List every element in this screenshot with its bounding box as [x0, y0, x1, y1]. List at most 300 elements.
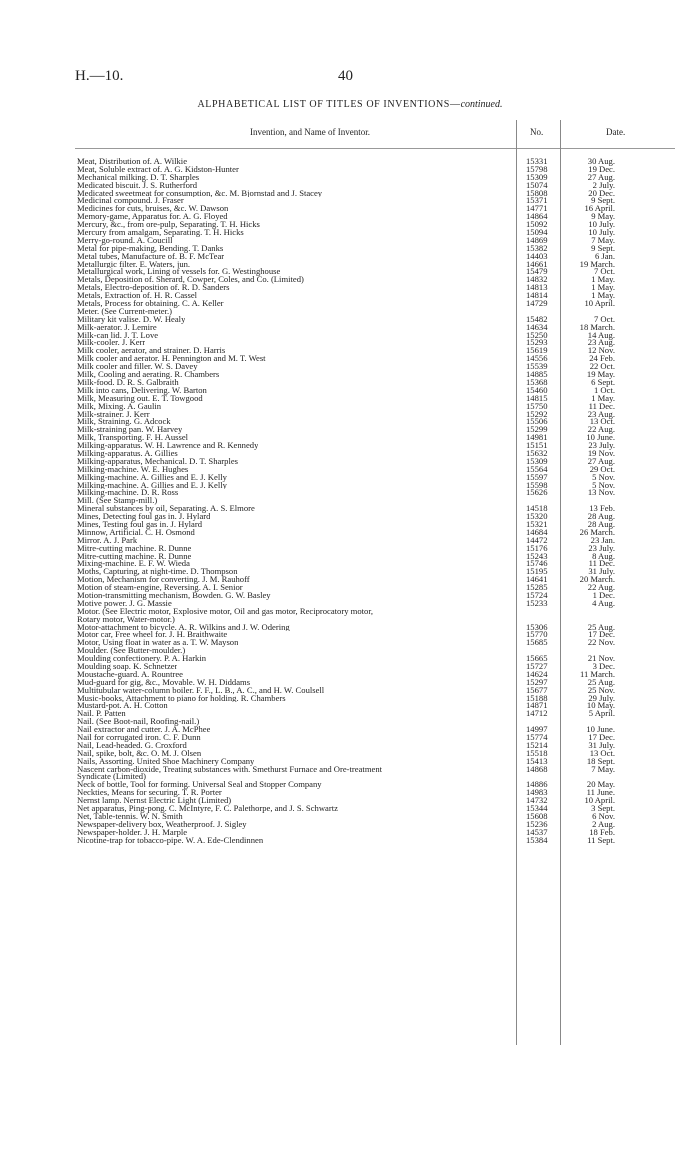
invention-number: 15309	[526, 455, 548, 466]
invention-number: 14537	[526, 826, 548, 837]
invention-date: 10 May.	[586, 700, 615, 711]
invention-title: Nail, spike, bolt, &c. O. M. J. Olsen	[77, 749, 202, 758]
list-item	[77, 213, 677, 221]
invention-number: 14813	[526, 282, 548, 293]
invention-date: 10 July.	[588, 219, 615, 230]
invention-title: Mud-guard for gig, &c., Movable. W. H. Diddams	[77, 678, 251, 687]
invention-title: Newspaper-holder. J. H. Marple	[77, 828, 188, 837]
invention-date: 24 Feb.	[589, 353, 615, 364]
invention-title: Motor car, Free wheel for. J. H. Braithwaite	[77, 631, 228, 640]
column-header-no: No.	[530, 127, 544, 137]
invention-number: 14712	[526, 708, 548, 719]
invention-title: Milk, Straining. G. Adcock	[77, 418, 171, 427]
invention-title: Metals, Electro-deposition of. R. D. Sanders	[77, 284, 230, 293]
invention-number: 14641	[526, 574, 548, 585]
invention-number: 15518	[526, 747, 548, 758]
invention-number: 15685	[526, 637, 548, 648]
invention-number: 15092	[526, 219, 548, 230]
list-item	[77, 234, 677, 245]
invention-date: 10 April.	[584, 298, 615, 309]
invention-title: Nail. P. Patten	[77, 710, 126, 719]
invention-title: Milking-apparatus. A. Gillies	[77, 449, 178, 458]
invention-date: 23 July.	[588, 542, 615, 553]
invention-number: 14732	[526, 795, 548, 806]
invention-date: 11 Sept.	[587, 834, 615, 845]
list-item	[77, 560, 677, 568]
invention-date: 17 Dec.	[588, 732, 615, 743]
list-item	[77, 276, 677, 284]
invention-title: Moths, Capturing, at night-time. D. Thompson	[77, 568, 238, 577]
list-item	[77, 355, 677, 363]
invention-date: 18 Feb.	[589, 826, 615, 837]
invention-number: 15250	[526, 329, 548, 340]
invention-date: 5 Nov.	[592, 479, 615, 490]
invention-number: 15608	[526, 810, 548, 821]
invention-number: 15321	[526, 518, 548, 529]
invention-number: 14814	[526, 290, 548, 301]
invention-number: 14997	[526, 724, 548, 735]
invention-title: Milking-machine. A. Gillies and E. J. Kelly	[77, 481, 227, 490]
invention-date: 1 May.	[591, 274, 615, 285]
invention-title: Motive power. J. G. Massie	[77, 599, 172, 608]
list-item	[77, 763, 677, 774]
list-item	[77, 647, 677, 655]
invention-title: Mustard-pot. A. H. Cotton	[77, 702, 168, 711]
invention-number: 15808	[526, 187, 548, 198]
invention-number: 15727	[526, 661, 548, 671]
list-item	[77, 221, 677, 229]
invention-number: 14864	[526, 211, 548, 222]
invention-title: Nails, Assorting. United Shoe Machinery Company	[77, 757, 255, 766]
invention-number: 15299	[526, 424, 548, 435]
invention-number: 15482	[526, 313, 548, 324]
invention-title: Music-books, Attachment to piano for holding. R. Chambers	[77, 694, 286, 703]
invention-title: Mines, Detecting foul gas in. J. Hylard	[77, 513, 211, 521]
list-item	[77, 526, 677, 537]
invention-date: 10 July.	[588, 227, 615, 238]
invention-title: Moustache-guard. A. Rountree	[77, 670, 183, 679]
list-item	[77, 810, 677, 821]
invention-number: 14886	[526, 779, 548, 790]
invention-number: 15798	[526, 163, 548, 174]
invention-title: Minnow, Artificial. C. H. Osmond	[77, 528, 195, 537]
invention-date: 23 Aug.	[587, 337, 615, 348]
invention-number: 14518	[526, 503, 548, 514]
list-item	[77, 668, 677, 679]
invention-title: Nail, Lead-headed. G. Croxford	[77, 741, 187, 750]
list-item	[77, 205, 677, 213]
invention-date: 10 June.	[586, 724, 615, 735]
invention-number: 14868	[526, 763, 548, 774]
list-item	[77, 489, 677, 497]
invention-title: Milking-apparatus. W. H. Lawrence and R. Kennedy	[77, 442, 259, 450]
list-item	[77, 479, 677, 490]
list-item	[77, 308, 677, 316]
invention-number: 15188	[526, 692, 548, 703]
invention-title: Military kit valise. D. W. Healy	[77, 315, 186, 324]
invention-title: Milk-cooler. J. Kerr	[77, 339, 146, 348]
invention-date: 6 Jan.	[594, 250, 615, 261]
invention-number: 15151	[526, 440, 548, 451]
invention-date: 21 Nov.	[587, 653, 615, 664]
invention-date: 31 July.	[588, 739, 615, 750]
invention-date: 7 May.	[591, 763, 615, 774]
list-item	[77, 321, 677, 332]
invention-number: 15384	[526, 834, 548, 845]
column-header-date: Date.	[606, 127, 626, 137]
invention-number: 14981	[526, 432, 548, 443]
invention-date: 9 Sept.	[591, 242, 615, 253]
invention-number: 15724	[526, 589, 548, 600]
invention-date: 23 Aug.	[587, 408, 615, 419]
invention-date: 1 Dec.	[592, 589, 615, 600]
invention-date: 28 Aug.	[587, 511, 615, 522]
invention-title: Milk-food. D. R. S. Galbraith	[77, 378, 179, 387]
invention-title: Motion of steam-engine, Reversing. A. I. Senior	[77, 584, 243, 592]
invention-date: 6 Nov.	[592, 810, 615, 821]
invention-date: 13 Nov.	[587, 487, 615, 498]
invention-number: 14871	[526, 700, 548, 711]
invention-title: Meter. (See Current-meter.)	[77, 307, 172, 316]
list-item	[77, 447, 677, 458]
list-item	[77, 442, 677, 450]
list-item	[77, 284, 677, 292]
invention-title: Medicated sweetmeat for consumption, &c. M. Bjornstad and J. Stacey	[77, 189, 323, 198]
invention-title: Mill. (See Stamp-mill.)	[77, 497, 158, 506]
page-number: 40	[338, 68, 353, 84]
list-item	[77, 684, 677, 695]
list-item	[77, 576, 677, 584]
list-item	[77, 471, 677, 482]
invention-date: 18 March.	[579, 321, 615, 332]
list-item	[77, 513, 677, 521]
invention-title: Milk, Mixing. A. Gaulin	[77, 402, 162, 411]
invention-title: Metals, Deposition of. Sherard, Cowper, Coles, and Co. (Limited)	[77, 276, 304, 285]
invention-title: Mercury, &c., from ore-pulp, Separating. T. H. Hicks	[77, 221, 260, 230]
invention-date: 22 Nov.	[587, 637, 615, 648]
list-item	[77, 384, 677, 395]
invention-title: Memory-game, Apparatus for. A. G. Floyed	[77, 213, 228, 222]
invention-number: 15243	[526, 550, 548, 561]
invention-date: 22 Oct.	[589, 361, 615, 372]
list-item	[77, 805, 677, 813]
invention-title: Motor, Using float in water as a. T. W. Mayson	[77, 639, 239, 648]
list-item	[77, 534, 677, 545]
invention-title: Moulder. (See Butter-moulder.)	[77, 647, 186, 656]
invention-date: 7 Oct.	[593, 266, 615, 277]
invention-date: 27 Aug.	[587, 455, 615, 466]
invention-title: Metallurgic filter. E. Waters, jun.	[77, 260, 191, 269]
invention-date: 22 Aug.	[587, 424, 615, 435]
list-item	[77, 268, 677, 276]
invention-date: 29 July.	[588, 692, 615, 703]
invention-number: 14771	[526, 203, 548, 214]
list-item	[77, 347, 677, 355]
invention-date: 31 July.	[588, 566, 615, 577]
list-item	[77, 655, 677, 663]
list-item	[77, 400, 677, 411]
invention-title: Milking-machine. D. R. Ross	[77, 489, 179, 498]
invention-number: 15632	[526, 447, 548, 458]
invention-title: Mitre-cutting machine. R. Dunne	[77, 552, 192, 561]
invention-date: 20 March.	[579, 574, 615, 585]
invention-date: 7 May.	[591, 234, 615, 245]
invention-date: 5 Nov.	[592, 471, 615, 482]
invention-title: Motor. (See Electric motor, Explosive motor, Oil and gas motor, Reciprocatory motor,	[77, 607, 373, 616]
invention-date: 28 Aug.	[587, 518, 615, 529]
invention-date: 19 May.	[586, 369, 615, 380]
invention-number: 15074	[526, 179, 548, 190]
list-item	[77, 158, 677, 166]
invention-title: Newspaper-delivery box, Weatherproof. J. Sigley	[77, 820, 247, 829]
invention-number: 15619	[526, 345, 548, 356]
list-item	[77, 608, 677, 616]
invention-date: 10 June.	[586, 432, 615, 443]
invention-title: Milk-can lid. J. T. Love	[77, 331, 159, 340]
invention-date: 18 Sept.	[586, 755, 615, 766]
list-item	[77, 455, 677, 466]
list-item	[77, 505, 677, 513]
invention-number: 15564	[526, 463, 548, 474]
invention-title: Net, Table-tennis. W. N. Smith	[77, 812, 183, 821]
invention-date: 7 Oct.	[593, 313, 615, 324]
invention-title: Medicinal compound. J. Fraser	[77, 197, 184, 206]
invention-number: 15382	[526, 242, 548, 253]
list-item	[77, 497, 677, 505]
invention-date: 19 Dec.	[588, 163, 615, 174]
invention-date: 11 Dec.	[588, 558, 615, 569]
invention-title: Nail for corrugated iron. C. F. Dunn	[77, 734, 201, 742]
invention-title: Metals, Extraction of. H. R. Cassel	[77, 292, 198, 301]
list-item	[77, 710, 677, 718]
invention-number: 15460	[526, 384, 548, 395]
invention-title: Milk-straining pan. W. Harvey	[77, 426, 183, 435]
invention-title: Medicines for cuts, bruises, &c. W. Dawson	[77, 205, 229, 214]
invention-date: 14 Aug.	[587, 329, 615, 340]
list-item	[77, 616, 677, 624]
invention-date: 9 May.	[591, 211, 615, 222]
invention-date: 29 Oct.	[589, 463, 615, 474]
list-item	[77, 258, 677, 269]
invention-number: 15479	[526, 266, 548, 277]
invention-number: 15626	[526, 487, 548, 498]
list-item	[77, 300, 677, 308]
invention-date: 2 Aug.	[592, 818, 615, 829]
invention-number: 15285	[526, 582, 548, 593]
list-item	[77, 589, 677, 600]
list-item	[77, 631, 677, 639]
invention-title: Milk, Cooling and aerating. R. Chambers	[77, 371, 220, 379]
invention-number: 15094	[526, 227, 548, 238]
invention-date: 27 Aug.	[587, 171, 615, 182]
invention-number: 15320	[526, 511, 548, 522]
invention-number: 15774	[526, 732, 548, 743]
list-item	[77, 739, 677, 750]
list-item	[77, 329, 677, 340]
invention-number: 14624	[526, 668, 548, 679]
invention-title: Milk, Transporting. F. H. Aussel	[77, 434, 189, 443]
invention-title: Milking-machine. W. E. Hughes	[77, 465, 189, 474]
invention-title: Mixing-machine. E. F. W. Wieda	[77, 560, 190, 569]
invention-title: Nernst lamp. Nernst Electric Light (Limited)	[77, 797, 232, 806]
invention-number: 15195	[526, 566, 548, 577]
invention-number: 15665	[526, 653, 548, 664]
invention-number: 15368	[526, 376, 548, 387]
invention-title: Meat, Soluble extract of. A. G. Kidston-Hunter	[77, 165, 239, 174]
invention-number: 14869	[526, 234, 548, 245]
invention-date: 11 Dec.	[588, 400, 615, 411]
invention-title: Merry-go-round. A. Coucill	[77, 236, 173, 245]
invention-title: Milk, Measuring out. E. T. Towgood	[77, 394, 203, 403]
invention-title: Mechanical milking. D. T. Sharples	[77, 173, 200, 182]
invention-title: Moulding soap. K. Schnetzer	[77, 663, 178, 671]
list-item	[77, 726, 677, 734]
invention-title: Motor-attachment to bicycle. A. R. Wilkins and J. W. Odering	[77, 623, 290, 632]
invention-date: 17 Dec.	[588, 629, 615, 640]
invention-title: Milking-machine. A. Gillies and E. J. Kelly	[77, 473, 227, 482]
invention-number: 14403	[526, 250, 548, 261]
invention-number: 15236	[526, 818, 548, 829]
column-header-row	[75, 120, 675, 149]
invention-title: Mercury from amalgam, Separating. T. H. Hicks	[77, 229, 244, 237]
invention-date: 13 Oct.	[589, 416, 615, 427]
invention-number: 15176	[526, 542, 548, 553]
invention-number: 14684	[526, 526, 548, 537]
list-item	[77, 163, 677, 174]
invention-number: 15371	[526, 195, 548, 206]
invention-date: 3 Dec.	[592, 661, 615, 671]
list-item	[77, 408, 677, 419]
invention-date: 19 March.	[579, 258, 615, 269]
invention-number: 14885	[526, 369, 548, 380]
invention-title: Milk into cans, Delivering. W. Barton	[77, 386, 207, 395]
invention-date: 5 April.	[588, 708, 615, 719]
list-item	[77, 418, 677, 426]
list-item	[77, 597, 677, 608]
invention-date: 1 May.	[591, 282, 615, 293]
invention-number: 15750	[526, 400, 548, 411]
list-item	[77, 376, 677, 387]
invention-title: Nail. (See Boot-nail, Roofing-nail.)	[77, 718, 200, 727]
list-item	[77, 621, 677, 632]
list-item	[77, 171, 677, 182]
invention-title: Milk-strainer. J. Kerr	[77, 410, 150, 419]
invention-date: 11 June.	[586, 787, 615, 798]
invention-title: Milk cooler, aerator, and strainer. D. Harris	[77, 347, 226, 356]
invention-title: Milk cooler and aerator. H. Pennington and M. T. West	[77, 355, 266, 364]
list-item	[77, 339, 677, 347]
invention-title: Net apparatus, Ping-pong. C. McIntyre, F. C. Palethorpe, and J. S. Schwartz	[77, 805, 338, 813]
title-main: ALPHABETICAL LIST OF TITLES OF INVENTIONS—	[197, 99, 461, 110]
invention-number: 15539	[526, 361, 548, 372]
invention-title: Nascent carbon-dioxide, Treating substances with. Smethurst Furnace and Ore-treatment	[77, 765, 382, 774]
invention-title: Mitre-cutting machine. R. Dunne	[77, 544, 192, 553]
invention-number: 15214	[526, 739, 548, 750]
invention-title: Metallurgical work, Lining of vessels for. G. Westinghouse	[77, 268, 281, 277]
invention-number: 14983	[526, 787, 548, 798]
invention-number: 15233	[526, 597, 548, 608]
invention-number: 15293	[526, 337, 548, 348]
list-item	[77, 392, 677, 403]
invention-number: 15746	[526, 558, 548, 569]
invention-title: Meat, Distribution of. A. Wilkie	[77, 158, 188, 166]
report-code: H.—10.	[75, 68, 124, 84]
invention-number: 14729	[526, 298, 548, 309]
invention-date: 20 May.	[586, 779, 615, 790]
invention-date: 1 May.	[591, 290, 615, 301]
invention-number: 14556	[526, 353, 548, 364]
invention-number: 15506	[526, 416, 548, 427]
invention-title: Metals, Process for obtaining. C. A. Keller	[77, 300, 224, 308]
invention-number: 15677	[526, 684, 548, 695]
invention-title: Neckties, Means for securing. T. R. Porter	[77, 789, 222, 798]
title-continued: continued.	[460, 99, 503, 110]
list-item	[77, 818, 677, 829]
invention-title: Motion, Mechanism for converting. J. M. Rauhoff	[77, 576, 250, 585]
list-item	[77, 702, 677, 710]
invention-title: Milk-aerator. J. Lemire	[77, 323, 157, 332]
invention-date: 13 Feb.	[589, 503, 615, 514]
invention-title: Mirror. A. J. Park	[77, 536, 138, 545]
invention-title: Multitubular water-column boiler. F. F., L. B., A. C., and H. W. Coulsell	[77, 686, 325, 695]
invention-number: 15770	[526, 629, 548, 640]
invention-date: 25 Aug.	[587, 676, 615, 687]
invention-number: 15309	[526, 171, 548, 182]
list-item	[77, 434, 677, 442]
invention-date: 11 March.	[580, 668, 615, 679]
invention-date: 1 Oct.	[593, 384, 615, 395]
list-item	[77, 676, 677, 687]
invention-title: Milk cooler and filler. W. S. Davey	[77, 363, 198, 372]
list-item	[77, 734, 677, 742]
list-item	[77, 550, 677, 561]
invention-date: 26 March.	[579, 526, 615, 537]
invention-number: 14472	[526, 534, 548, 545]
invention-title: Syndicate (Limited)	[77, 773, 146, 782]
invention-date: 8 Aug.	[592, 550, 615, 561]
invention-date: 22 Aug.	[587, 582, 615, 593]
invention-date: 4 Aug.	[592, 597, 615, 608]
list-item	[77, 584, 677, 592]
invention-date: 12 Nov.	[587, 345, 615, 356]
invention-number: 15306	[526, 621, 548, 632]
invention-date: 13 Oct.	[589, 747, 615, 758]
list-item	[77, 755, 677, 766]
invention-date: 23 July.	[588, 440, 615, 451]
invention-title: Motion-transmitting mechanism, Bowden. G. W. Basley	[77, 591, 271, 600]
invention-title: Mineral substances by oil, Separating. A. S. Elmore	[77, 505, 255, 514]
invention-title: Moulding confectionery. P. A. Harkin	[77, 655, 207, 664]
invention-title: Nicotine-trap for tobacco-pipe. W. A. Ede-Clendinnen	[77, 836, 264, 845]
invention-date: 16 April.	[584, 203, 615, 214]
invention-date: 6 Sept.	[591, 376, 615, 387]
invention-title: Milking-apparatus, Mechanical. D. T. Sharples	[77, 457, 239, 466]
invention-number: 14832	[526, 274, 548, 285]
list-item	[77, 542, 677, 553]
invention-date: 10 April.	[584, 795, 615, 806]
invention-title: Medicated biscuit. J. S. Rutherford	[77, 181, 198, 190]
invention-number: 15297	[526, 676, 548, 687]
invention-number: 14634	[526, 321, 548, 332]
list-item	[77, 187, 677, 198]
invention-title: Mines, Testing foul gas in. J. Hylard	[77, 520, 203, 529]
invention-number: 15413	[526, 755, 548, 766]
invention-number: 15597	[526, 471, 548, 482]
invention-number: 15292	[526, 408, 548, 419]
invention-title: Metal for pipe-making, Bending. T. Danks	[77, 244, 224, 253]
invention-title: Neck of bottle, Tool for forming. Universal Seal and Stopper Company	[77, 781, 322, 790]
invention-date: 30 Aug.	[587, 156, 615, 166]
